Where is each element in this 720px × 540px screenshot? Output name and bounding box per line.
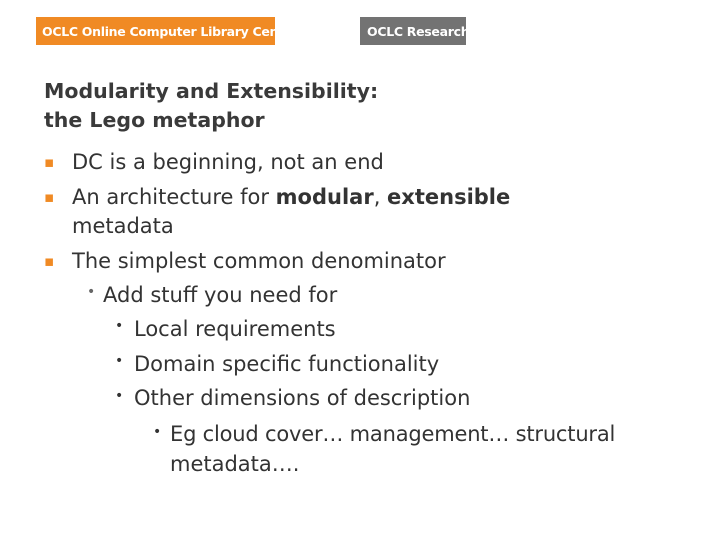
bullet-marker-icon: ▪ (44, 252, 55, 270)
bullet-2-prefix: An architecture for (72, 185, 276, 209)
sub-bullet-1-text: Add stuff you need for (103, 283, 338, 307)
sub-sub-bullet-dot-icon: • (115, 318, 124, 334)
bullet-1-text: DC is a beginning, not an end (72, 150, 384, 174)
sub-sub-bullet-2 (134, 350, 439, 378)
sub-sub-bullet-3-text: Other dimensions of description (134, 386, 471, 410)
oclc-logo (36, 17, 298, 45)
bullet-3-text: The simplest common denominator (72, 249, 446, 273)
oclc-research-logo-text: OCLC Research (367, 23, 470, 39)
bullet-2-continuation-text: metadata (72, 214, 174, 238)
sub-sub-bullet-1 (134, 315, 336, 343)
slide-title (44, 77, 378, 135)
bullet-2-separator: , (373, 185, 388, 209)
title-line-2: the Lego metaphor (44, 108, 265, 132)
bullet-2-bold-extensible: extensible (387, 185, 511, 209)
bullet-marker-icon: ▪ (44, 188, 55, 206)
level4-bullet-1-continuation-text: metadata…. (170, 452, 300, 476)
bullet-3 (72, 247, 446, 275)
oclc-research-logo (360, 17, 470, 45)
sub-sub-bullet-dot-icon: • (115, 388, 124, 404)
sub-sub-bullet-3 (134, 384, 470, 412)
bullet-marker-icon: ▪ (44, 153, 55, 171)
sub-bullet-dot-icon: • (87, 284, 96, 300)
bullet-1 (72, 148, 384, 176)
bullet-2-bold-modular: modular (275, 185, 374, 209)
level4-bullet-1-continuation (170, 450, 299, 478)
bullet-2-continuation (72, 212, 174, 240)
level4-bullet-1-text: Eg cloud cover… management… structural (170, 422, 616, 446)
level4-bullet-dot-icon: • (153, 424, 162, 440)
sub-sub-bullet-dot-icon: • (115, 353, 124, 369)
bullet-2 (72, 183, 510, 211)
title-line-1: Modularity and Extensibility: (44, 79, 379, 103)
sub-sub-bullet-1-text: Local requirements (134, 317, 336, 341)
sub-sub-bullet-2-text: Domain specific functionality (134, 352, 440, 376)
oclc-logo-text: OCLC Online Computer Library Center (42, 23, 298, 39)
level4-bullet-1 (170, 420, 615, 448)
sub-bullet-1 (103, 281, 337, 309)
